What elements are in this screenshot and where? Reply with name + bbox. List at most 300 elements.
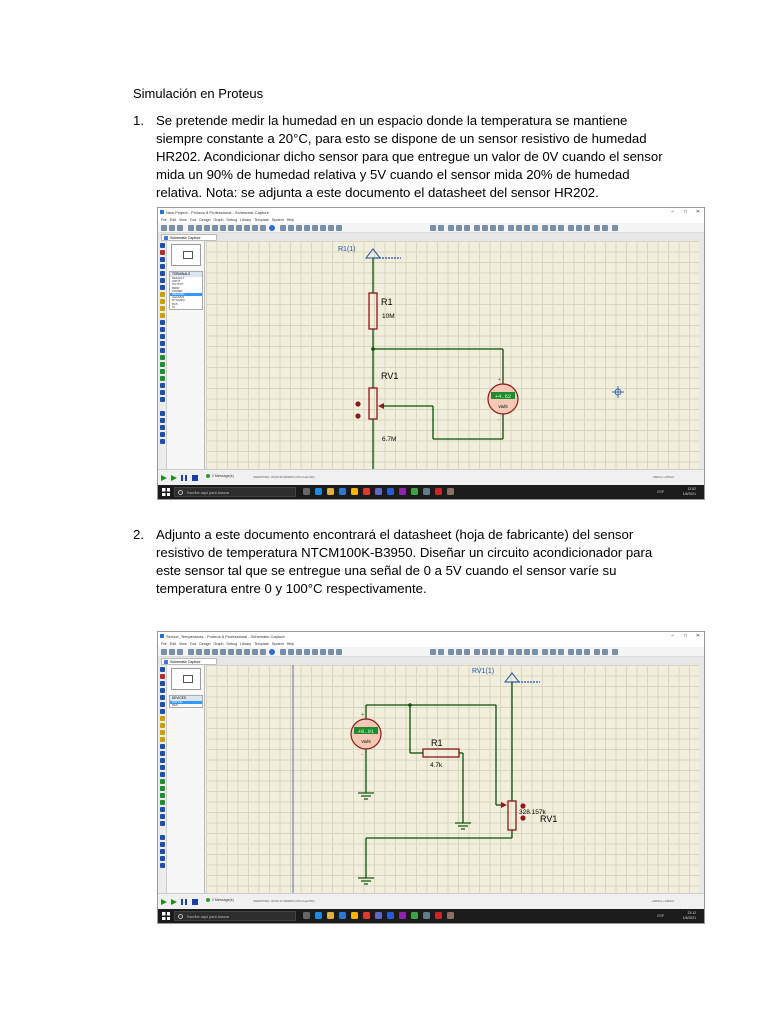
task-view-icon[interactable] [303,912,310,919]
paste-icon[interactable] [464,649,470,655]
ground-symbol [455,823,471,829]
toolbar [158,223,704,233]
current-probe-icon[interactable] [160,758,165,763]
wire-label-icon[interactable] [160,264,165,269]
menu-template[interactable]: Template [254,642,269,646]
rotate-cw-icon[interactable] [160,835,165,840]
home-icon[interactable] [188,225,194,231]
symbol-icon[interactable] [160,390,165,395]
tab-schematic-capture[interactable] [161,658,217,665]
text-icon[interactable] [160,383,165,388]
search-icon [178,914,183,919]
refresh-icon[interactable] [280,649,286,655]
open-icon[interactable] [169,649,175,655]
taskbar-search[interactable] [174,911,296,921]
tab-label: Schematic Capture [170,236,201,240]
question-number: 1. [133,113,144,128]
doc-title: Simulación en Proteus [133,86,264,101]
list-item[interactable]: BUS [172,301,178,306]
preview-window[interactable] [171,668,201,690]
zoom-out-icon[interactable] [320,225,326,231]
search-icon[interactable] [550,225,556,231]
cut-icon[interactable] [448,225,454,231]
app-icon[interactable] [423,488,430,495]
menu-edit[interactable]: Edit [169,642,176,646]
package-tool-icon[interactable] [524,649,530,655]
angle-field-icon[interactable] [160,849,165,854]
messages-indicator[interactable]: 2 Message(s) [206,474,234,478]
proteus-taskbar-icon[interactable] [435,912,442,919]
voltmeter-minus: - [498,417,500,423]
pcb-icon[interactable] [204,649,210,655]
generator-mode-icon[interactable] [160,320,165,325]
list-item[interactable]: BIDIR [172,285,180,290]
make-device-icon[interactable] [516,225,522,231]
new-sheet-icon[interactable] [568,649,574,655]
refresh-icon[interactable] [280,225,286,231]
buses-icon[interactable] [160,278,165,283]
proteus-window-1 [157,207,705,500]
menu-system[interactable]: System [271,218,284,222]
box-icon[interactable] [160,779,165,784]
vertical-scrollbar[interactable] [699,241,704,469]
windows-start-icon[interactable] [162,912,170,920]
rotate-ccw-icon[interactable] [160,418,165,423]
text-script-icon[interactable] [160,695,165,700]
block-delete-icon[interactable] [498,225,504,231]
junction-dot-icon[interactable] [160,681,165,686]
bom-icon[interactable] [228,225,234,231]
simulation-status: ANIMATING: 00:00:17.000000 (CPU load 8%) [253,899,315,903]
menu-debug[interactable]: Debug [226,642,238,646]
path-icon[interactable] [160,800,165,805]
pause-icon[interactable] [181,899,187,905]
component-mode-icon[interactable] [160,250,165,255]
lisa-icon[interactable] [252,649,258,655]
pot-increment-button[interactable] [520,803,525,808]
exit-to-parent-icon[interactable] [584,649,590,655]
text-script-icon[interactable] [160,271,165,276]
menu-library[interactable]: Library [240,218,252,222]
list-item[interactable]: RES [172,703,178,708]
terminal-label: R1(1) [338,246,356,253]
pot-decrement-button[interactable] [355,413,360,418]
stop-icon[interactable] [192,899,198,905]
list-item[interactable]: DYNAMIC [172,298,185,303]
terminal-symbol [366,249,380,258]
edge-icon[interactable] [315,488,322,495]
remove-sheet-icon[interactable] [576,225,582,231]
menu-debug[interactable]: Debug [226,218,238,222]
circle-icon[interactable] [160,786,165,791]
mirror-y-icon[interactable] [160,439,165,444]
text-icon[interactable] [160,807,165,812]
brave-icon[interactable] [363,912,370,919]
schematic-circuit-2 [206,665,701,895]
grid-icon[interactable] [288,649,294,655]
zoom-out-icon[interactable] [320,649,326,655]
app-icon[interactable] [411,488,418,495]
tray-language[interactable]: ESP [657,914,664,918]
decompose-icon[interactable] [532,649,538,655]
clock-time: 23:12 [687,911,696,915]
cursor-coordinates: +2200.0 +1900.0 [651,899,674,903]
messages-indicator[interactable]: 2 Message(s) [206,898,234,902]
crosshair-cursor-icon [612,386,624,398]
buses-icon[interactable] [160,702,165,707]
menu-view[interactable]: View [179,218,187,222]
windows-start-icon[interactable] [162,488,170,496]
source-icon[interactable] [236,225,242,231]
new-icon[interactable] [161,649,167,655]
task-view-icon[interactable] [303,488,310,495]
stop-icon[interactable] [192,475,198,481]
rotate-ccw-icon[interactable] [160,842,165,847]
windows-taskbar [158,909,704,923]
menu-template[interactable]: Template [254,218,269,222]
app-icon[interactable] [411,912,418,919]
proteus-taskbar-icon[interactable] [435,488,442,495]
object-selector-panel [167,241,205,469]
save-icon[interactable] [177,649,183,655]
list-item-selected[interactable]: GROUND [170,293,202,296]
play-icon[interactable] [161,475,167,481]
cut-icon[interactable] [448,649,454,655]
potentiometer-rv1[interactable] [369,388,377,419]
schematic-icon[interactable] [196,225,202,231]
zoom-area-icon[interactable] [336,225,342,231]
chrome-icon[interactable] [351,912,358,919]
voltmeter-reading: +0.01 [357,728,375,735]
menu-tool[interactable]: Tool [189,642,197,646]
wire-autorouter-icon[interactable] [542,649,548,655]
menu-tool[interactable]: Tool [189,218,197,222]
cloud-icon[interactable] [260,225,266,231]
potentiometer-rv1[interactable] [508,801,516,830]
subcircuit-icon[interactable] [160,709,165,714]
menu-file[interactable]: File [161,642,167,646]
ground-symbol [358,793,374,799]
angle-field-icon[interactable] [160,425,165,430]
mode-toolbar [158,665,167,893]
bom-icon[interactable] [228,649,234,655]
minimize-icon[interactable]: – [671,633,674,639]
app-icon[interactable] [423,912,430,919]
gerber-icon[interactable] [220,649,226,655]
rv1-value: 6.7M [382,436,397,443]
resistor-r1[interactable] [423,749,459,757]
tray-clock[interactable] [683,911,696,920]
teams-icon[interactable] [375,488,382,495]
maximize-icon[interactable]: □ [683,633,687,639]
clock-time: 12:52 [687,487,696,491]
menu-edit[interactable]: Edit [169,218,176,222]
voltmeter-reading: +4.62 [494,393,512,400]
voltmeter-minus: - [361,752,363,758]
app-icon[interactable] [447,488,454,495]
rv1-label: RV1 [540,814,558,824]
tray-language[interactable]: ESP [657,490,664,494]
tab-bar [158,233,704,241]
property-assign-icon[interactable] [558,225,564,231]
minimize-icon[interactable]: – [671,209,674,215]
paste-icon[interactable] [464,225,470,231]
property-assign-icon[interactable] [558,649,564,655]
list-item[interactable]: INPUT [172,279,181,284]
symbol-icon[interactable] [160,814,165,819]
search-placeholder: Escribe aquí para buscar [187,914,230,919]
menu-graph[interactable]: Graph [213,218,224,222]
terminals-list [169,271,203,310]
menu-view[interactable]: View [179,642,187,646]
resistor-r1[interactable] [369,293,377,329]
list-item[interactable]: OUTPUT [172,282,184,287]
pot-increment-button[interactable] [355,401,360,406]
erc-icon[interactable] [602,649,608,655]
question-number: 2. [133,527,144,542]
app-icon[interactable] [447,912,454,919]
wire-autorouter-icon[interactable] [542,225,548,231]
path-icon[interactable] [160,376,165,381]
step-icon[interactable] [171,899,177,905]
voltmeter-plus: + [361,712,364,718]
list-item-selected[interactable]: POT-HG [170,701,202,704]
origin-icon[interactable] [296,225,302,231]
block-copy-icon[interactable] [474,649,480,655]
title-bar [158,208,704,217]
save-icon[interactable] [177,225,183,231]
list-item[interactable]: IO [172,304,175,309]
tape-recorder-icon[interactable] [160,313,165,318]
vertical-scrollbar[interactable] [699,665,704,893]
zoom-in-icon[interactable] [312,649,318,655]
exit-to-parent-icon[interactable] [584,225,590,231]
zoom-area-icon[interactable] [336,649,342,655]
chrome-icon[interactable] [351,488,358,495]
design-explorer-icon[interactable] [244,649,250,655]
app-icon[interactable] [399,488,406,495]
decompose-icon[interactable] [532,225,538,231]
subcircuit-icon[interactable] [160,285,165,290]
mirror-y-icon[interactable] [160,863,165,868]
generator-mode-icon[interactable] [160,744,165,749]
schematic-canvas[interactable] [206,665,699,893]
marker-icon[interactable] [160,821,165,826]
device-pins-icon[interactable] [160,723,165,728]
lisa-icon[interactable] [252,225,258,231]
junction-dot [408,703,412,707]
preview-window[interactable] [171,244,201,266]
tray-clock[interactable] [683,487,696,496]
tab-bar [158,657,704,665]
tab-label: Schematic Capture [170,660,201,664]
new-icon[interactable] [161,225,167,231]
teams-icon[interactable] [375,912,382,919]
cloud-icon[interactable] [260,649,266,655]
redo-icon[interactable] [438,225,444,231]
junction-dot [371,347,375,351]
file-explorer-icon[interactable] [327,488,334,495]
virtual-instruments-icon[interactable] [160,341,165,346]
component-mode-icon[interactable] [160,674,165,679]
help-icon[interactable] [269,649,275,655]
tape-recorder-icon[interactable] [160,737,165,742]
word-icon[interactable] [387,912,394,919]
store-icon[interactable] [339,488,346,495]
list-item[interactable]: DEFAULT [172,276,185,280]
close-icon[interactable]: ✕ [695,209,700,215]
edge-icon[interactable] [315,912,322,919]
voltage-probe-icon[interactable] [160,751,165,756]
grid-icon[interactable] [288,225,294,231]
package-tool-icon[interactable] [524,225,530,231]
search-placeholder: Escribe aquí para buscar [187,490,230,495]
voltage-probe-icon[interactable] [160,327,165,332]
taskbar-search[interactable] [174,487,296,497]
block-delete-icon[interactable] [498,649,504,655]
tab-schematic-capture[interactable] [161,234,217,241]
block-rotate-icon[interactable] [490,225,496,231]
menu-system[interactable]: System [271,642,284,646]
terminals-mode-icon[interactable] [160,292,165,297]
graph-mode-icon[interactable] [160,730,165,735]
pan-icon[interactable] [304,225,310,231]
menu-help[interactable]: Help [286,218,295,222]
terminals-mode-icon[interactable] [160,716,165,721]
play-icon[interactable] [161,899,167,905]
help-icon[interactable] [269,225,275,231]
zoom-all-icon[interactable] [328,649,334,655]
menu-file[interactable]: File [161,218,167,222]
terminal-label: RV1(1) [472,668,495,675]
current-probe-icon[interactable] [160,334,165,339]
pause-icon[interactable] [181,475,187,481]
panel-header: TERMINALS [170,272,202,277]
erc-icon[interactable] [602,225,608,231]
pan-icon[interactable] [304,649,310,655]
graph-mode-icon[interactable] [160,306,165,311]
simulation-status: ANIMATING: 00:00:26.900000 (CPU load 3%) [253,475,315,479]
box-icon[interactable] [160,355,165,360]
bill-of-materials-icon[interactable] [594,649,600,655]
list-item[interactable]: POWER [172,288,183,293]
voltmeter-unit: Volts [361,739,371,744]
menu-help[interactable]: Help [286,642,295,646]
list-item[interactable]: CHASSIS [172,295,185,300]
search-icon [178,490,183,495]
window-title: Sensor_Temperatura - Proteus 8 Professional - Schematic Capture [166,634,285,639]
window-title: New Project - Proteus 8 Professional - Schematic Capture [166,210,269,215]
line-icon[interactable] [160,772,165,777]
pcb-icon[interactable] [204,225,210,231]
arc-icon[interactable] [160,369,165,374]
menu-graph[interactable]: Graph [213,642,224,646]
copy-icon[interactable] [456,225,462,231]
clock-date: 1/6/2021 [682,491,696,496]
zoom-in-icon[interactable] [312,225,318,231]
menu-design[interactable]: Design [199,642,211,646]
file-explorer-icon[interactable] [327,912,334,919]
toolbar [158,647,704,657]
new-sheet-icon[interactable] [568,225,574,231]
pick-device-icon[interactable] [508,649,514,655]
netlist-to-ares-icon[interactable] [612,649,618,655]
junction-dot-icon[interactable] [160,257,165,262]
remove-sheet-icon[interactable] [576,649,582,655]
mirror-x-icon[interactable] [160,856,165,861]
redo-icon[interactable] [438,649,444,655]
r1-value: 4.7k [430,762,443,769]
search-icon[interactable] [550,649,556,655]
virtual-instruments-icon[interactable] [160,765,165,770]
object-selector-panel [167,665,205,893]
close-icon[interactable]: ✕ [695,633,700,639]
netlist-to-ares-icon[interactable] [612,225,618,231]
mode-toolbar [158,241,167,469]
design-explorer-icon[interactable] [244,225,250,231]
brave-icon[interactable] [363,488,370,495]
open-icon[interactable] [169,225,175,231]
origin-icon[interactable] [296,649,302,655]
copy-icon[interactable] [456,649,462,655]
marker-icon[interactable] [160,397,165,402]
undo-icon[interactable] [430,649,436,655]
pick-device-icon[interactable] [508,225,514,231]
cursor-coordinates: -3500.0 +3700.0 [652,475,674,479]
bill-of-materials-icon[interactable] [594,225,600,231]
wire-label-icon[interactable] [160,688,165,693]
3d-icon[interactable] [212,225,218,231]
block-copy-icon[interactable] [474,225,480,231]
menu-library[interactable]: Library [240,642,252,646]
voltmeter-plus: + [498,377,501,383]
title-bar [158,632,704,641]
app-icon[interactable] [399,912,406,919]
store-icon[interactable] [339,912,346,919]
word-icon[interactable] [387,488,394,495]
schematic-icon[interactable] [196,649,202,655]
question-text: Adjunto a este documento encontrará el datasheet (hoja de fabricante) del sensor resistivo de temperatura NTCM100K-B3950. Diseñar un circuito acondicionador para este sensor tal que se entregue una señal de 0 a 5V cuando el sensor varíe su temperatura entre 0 y 100°C respectivamente. [156,527,653,596]
make-device-icon[interactable] [516,649,522,655]
3d-icon[interactable] [212,649,218,655]
zoom-all-icon[interactable] [328,225,334,231]
block-move-icon[interactable] [482,649,488,655]
terminal-symbol [505,673,519,682]
rv1-value: 328.157k [519,809,546,816]
maximize-icon[interactable]: □ [683,209,687,215]
menu-design[interactable]: Design [199,218,211,222]
undo-icon[interactable] [430,225,436,231]
rotate-cw-icon[interactable] [160,411,165,416]
arc-icon[interactable] [160,793,165,798]
source-icon[interactable] [236,649,242,655]
home-icon[interactable] [188,649,194,655]
device-pins-icon[interactable] [160,299,165,304]
pot-decrement-button[interactable] [520,815,525,820]
ground-symbol [358,878,374,884]
block-move-icon[interactable] [482,225,488,231]
line-icon[interactable] [160,348,165,353]
block-rotate-icon[interactable] [490,649,496,655]
mirror-x-icon[interactable] [160,432,165,437]
selection-mode-icon[interactable] [160,667,165,672]
gerber-icon[interactable] [220,225,226,231]
wiper-arrow [501,802,507,808]
circle-icon[interactable] [160,362,165,367]
selection-mode-icon[interactable] [160,243,165,248]
schematic-canvas[interactable] [206,241,699,469]
step-icon[interactable] [171,475,177,481]
